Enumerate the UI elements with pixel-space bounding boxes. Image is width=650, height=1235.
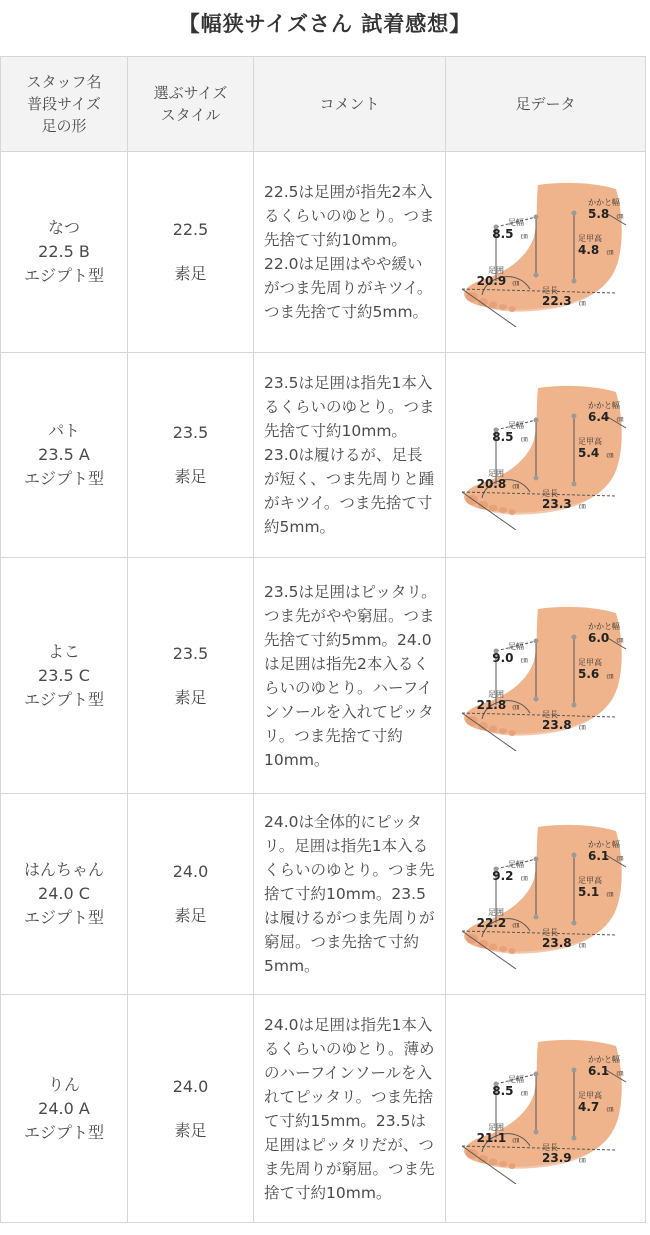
point-4: [571, 853, 576, 858]
table-row: [1, 794, 646, 995]
chosen-size: 23.5: [172, 423, 209, 442]
width-label: 足幅: [507, 1074, 524, 1084]
heel-label: かかと幅: [587, 1054, 620, 1064]
staff-cell: [1, 558, 128, 794]
foot-diagram: [456, 819, 636, 969]
staff-name: はんちゃん: [23, 860, 104, 879]
width-value: 8.5 ㎝: [491, 227, 528, 241]
width-value: 8.5 ㎝: [491, 1083, 528, 1098]
table-row: [1, 152, 646, 353]
point-5: [571, 279, 576, 284]
point-2: [533, 857, 538, 862]
instep-label: 足甲高: [577, 657, 602, 667]
staff-name: りん: [47, 1074, 80, 1094]
heel-value: 6.1 ㎝: [587, 1063, 623, 1078]
width-label: 足幅: [507, 421, 524, 430]
staff-name: パト: [48, 421, 80, 440]
heel-value: 6.1 ㎝: [587, 849, 623, 863]
girth-value: 20.9 ㎝: [476, 274, 519, 288]
header-staff: スタッフ名 普段サイズ 足の形: [1, 57, 128, 152]
width-label: 足幅: [507, 641, 524, 651]
instep-value: 5.6 ㎝: [577, 666, 613, 681]
length-value: 23.3 ㎝: [541, 497, 586, 511]
girth-value: 21.1 ㎝: [476, 1130, 519, 1145]
page-title: 【幅狭サイズさん 試着感想】: [178, 12, 472, 36]
point-3: [533, 476, 538, 481]
point-4: [571, 634, 576, 639]
heel-value: 6.0 ㎝: [587, 630, 623, 645]
length-label: 足長: [541, 286, 558, 295]
staff-cell: [1, 353, 128, 558]
style: 素足: [174, 264, 207, 283]
length-value: 23.8 ㎝: [541, 717, 586, 732]
girth-label: 足囲: [487, 266, 504, 275]
point-3: [533, 915, 538, 920]
instep-label: 足甲高: [577, 437, 602, 446]
style: 素足: [174, 906, 207, 925]
staff-foot-shape: エジプト型: [23, 1122, 104, 1142]
instep-label: 足甲高: [577, 876, 602, 885]
staff-foot-shape: エジプト型: [23, 469, 104, 488]
staff-foot-shape: エジプト型: [23, 908, 104, 927]
staff-cell: [1, 794, 128, 995]
girth-value: 20.8 ㎝: [476, 477, 519, 491]
foot-diagram: [456, 380, 636, 530]
girth-label: 足囲: [487, 908, 504, 917]
point-4: [571, 211, 576, 216]
staff-name: なつ: [47, 218, 80, 237]
heel-value: 6.4 ㎝: [587, 410, 623, 424]
table-header-row: [1, 57, 646, 152]
foot-data-cell: [446, 995, 646, 1223]
size-cell: [128, 794, 254, 995]
foot-diagram: [456, 177, 636, 327]
instep-label: 足甲高: [577, 1090, 602, 1100]
foot-data-cell: [446, 152, 646, 353]
point-2: [533, 418, 538, 423]
width-value: 9.2 ㎝: [491, 869, 528, 883]
girth-label: 足囲: [487, 1122, 504, 1132]
size-cell: [128, 152, 254, 353]
chosen-size: 23.5: [172, 643, 209, 663]
point-5: [571, 482, 576, 487]
fitting-table: [0, 56, 646, 1223]
staff-name: よこ: [47, 641, 80, 661]
instep-label: 足甲高: [577, 234, 602, 243]
chosen-size: 24.0: [172, 862, 209, 881]
staff-cell: [1, 995, 128, 1223]
comment-cell: 23.5は足囲は指先1本入るくらいのゆとり。つま先捨て寸約10mm。23.0は履けるが、足長が短く、つま先周りと踵がキツイ。つま先捨て寸約5mm。: [254, 353, 446, 558]
width-value: 9.0 ㎝: [491, 650, 528, 665]
point-3: [533, 696, 538, 701]
header-foot-data: 足データ: [446, 57, 646, 152]
point-5: [571, 702, 576, 707]
length-label: 足長: [541, 489, 558, 498]
staff-usual-size: 23.5 A: [38, 445, 90, 464]
girth-value: 22.2 ㎝: [476, 916, 519, 930]
point-5: [571, 1135, 576, 1140]
comment-cell: 23.5は足囲はピッタリ。つま先がやや窮屈。つま先捨て寸約5mm。24.0は足囲は指先2本入るくらいのゆとり。ハーフインソールを入れてピッタリ。つま先捨て寸約10mm。: [254, 558, 446, 794]
header-size: 選ぶサイズ スタイル: [128, 57, 254, 152]
length-value: 23.9 ㎝: [541, 1150, 586, 1165]
comment-cell: 24.0は全体的にピッタリ。足囲は指先1本入るくらいのゆとり。つま先捨て寸約10mm。23.5は履けるがつま先周りが窮屈。つま先捨て寸約5mm。: [254, 794, 446, 995]
instep-value: 5.1 ㎝: [577, 885, 613, 899]
foot-data-cell: [446, 558, 646, 794]
length-value: 22.3 ㎝: [541, 294, 586, 308]
style: 素足: [174, 467, 207, 486]
style: 素足: [174, 1120, 207, 1140]
comment-cell: 22.5は足囲が指先2本入るくらいのゆとり。つま先捨て寸約10mm。22.0は足囲はやや緩いがつま先周りがキツイ。つま先捨て寸約5mm。: [254, 152, 446, 353]
table-row: [1, 353, 646, 558]
foot-data-cell: [446, 353, 646, 558]
staff-usual-size: 23.5 C: [38, 665, 90, 685]
foot-data-cell: [446, 794, 646, 995]
girth-label: 足囲: [487, 469, 504, 478]
header-comment: コメント: [254, 57, 446, 152]
size-cell: [128, 558, 254, 794]
staff-foot-shape: エジプト型: [23, 689, 104, 709]
size-cell: [128, 995, 254, 1223]
chosen-size: 22.5: [172, 220, 209, 239]
length-label: 足長: [541, 709, 558, 719]
girth-label: 足囲: [487, 689, 504, 699]
staff-usual-size: 22.5 B: [38, 242, 90, 261]
length-label: 足長: [541, 1142, 558, 1152]
foot-diagram: [456, 601, 636, 751]
comment-cell: 24.0は足囲は指先1本入るくらいのゆとり。薄めのハーフインソールを入れてピッタリ。つま先捨て寸約15mm。23.5は足囲はピッタリだが、つま先周りが窮屈。つま先捨て寸約10mm。: [254, 995, 446, 1223]
staff-usual-size: 24.0 C: [38, 884, 90, 903]
point-3: [533, 1129, 538, 1134]
girth-value: 21.8 ㎝: [476, 697, 519, 712]
instep-value: 4.7 ㎝: [577, 1099, 613, 1114]
length-value: 23.8 ㎝: [541, 936, 586, 950]
staff-cell: [1, 152, 128, 353]
width-label: 足幅: [507, 218, 524, 227]
heel-label: かかと幅: [587, 198, 620, 207]
point-4: [571, 414, 576, 419]
staff-usual-size: 24.0 A: [38, 1098, 90, 1118]
style: 素足: [174, 687, 207, 707]
instep-value: 5.4 ㎝: [577, 446, 613, 460]
point-5: [571, 921, 576, 926]
length-label: 足長: [541, 928, 558, 937]
heel-label: かかと幅: [587, 840, 620, 849]
size-cell: [128, 353, 254, 558]
width-value: 8.5 ㎝: [491, 430, 528, 444]
foot-diagram: [456, 1034, 636, 1184]
heel-value: 5.8 ㎝: [587, 207, 623, 221]
width-label: 足幅: [507, 860, 524, 869]
heel-label: かかと幅: [587, 621, 620, 631]
chosen-size: 24.0: [172, 1076, 209, 1096]
point-3: [533, 273, 538, 278]
instep-value: 4.8 ㎝: [577, 243, 613, 257]
table-row: [1, 995, 646, 1223]
heel-label: かかと幅: [587, 401, 620, 410]
table-row: [1, 558, 646, 794]
point-2: [533, 215, 538, 220]
point-2: [533, 638, 538, 643]
staff-foot-shape: エジプト型: [23, 266, 104, 285]
point-4: [571, 1067, 576, 1072]
point-2: [533, 1071, 538, 1076]
